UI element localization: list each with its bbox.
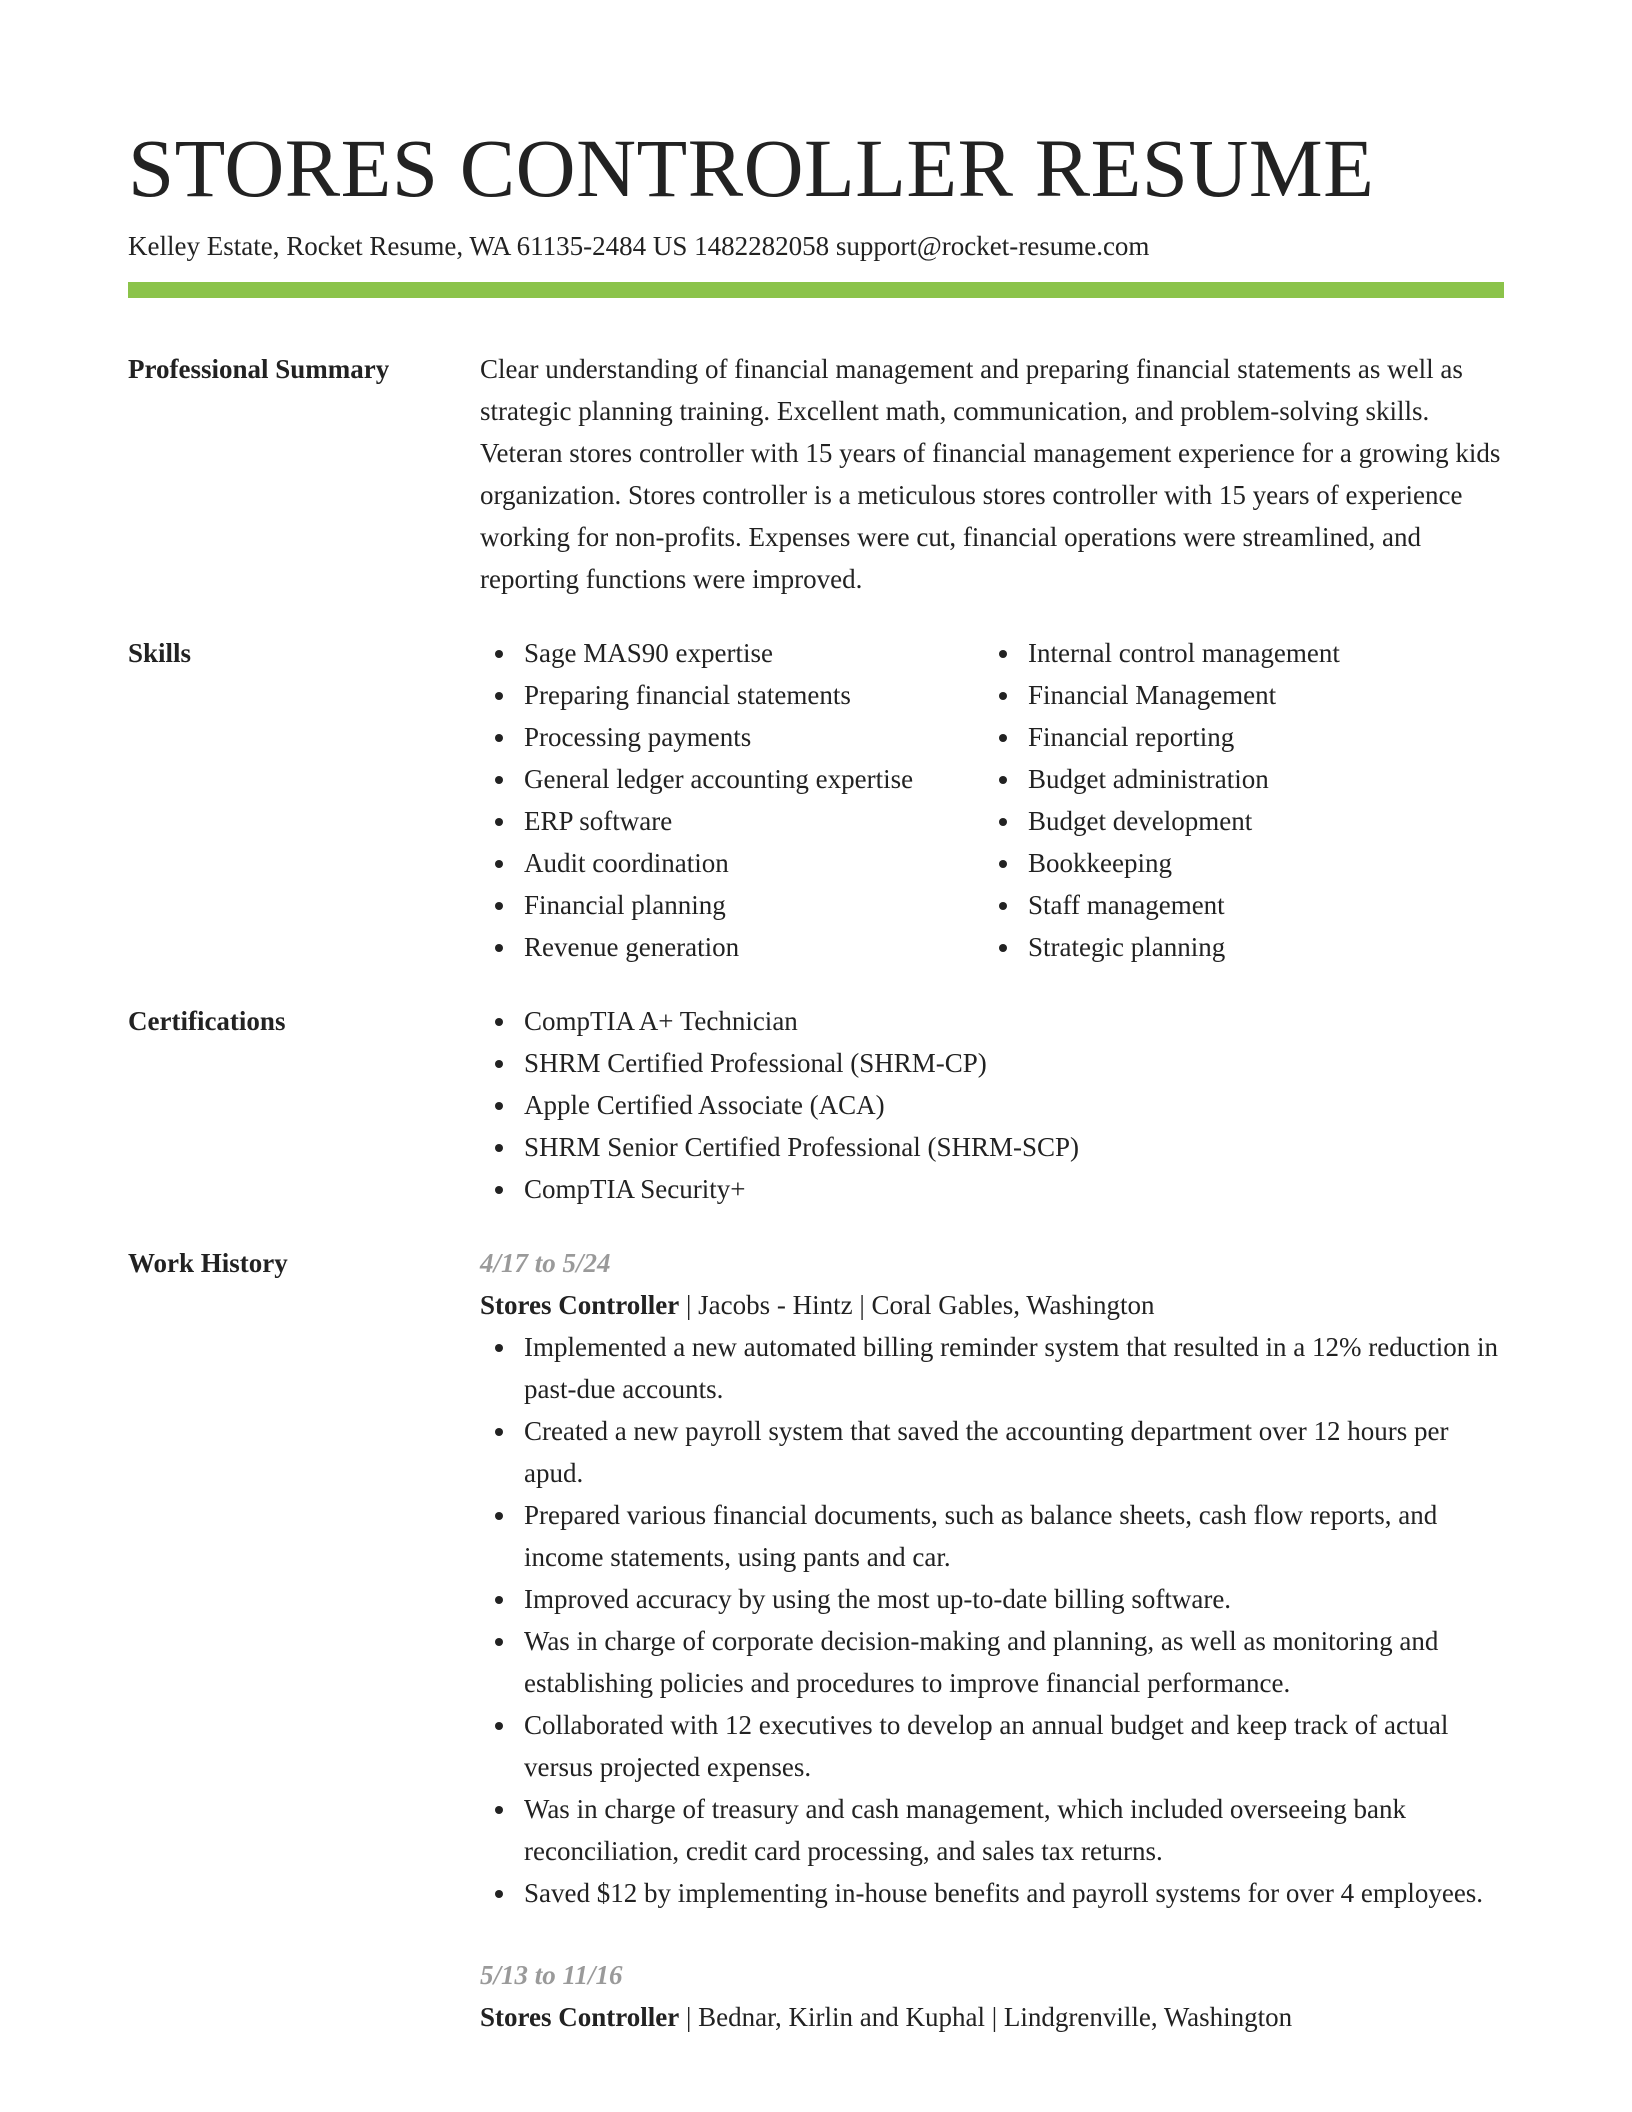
job-bullet: Prepared various financial documents, such as balance sheets, cash flow reports, and income statements, using pants and car.	[480, 1494, 1504, 1578]
job-entry	[480, 1242, 1504, 1914]
job-bullet: Created a new payroll system that saved the accounting department over 12 hours per apud.	[480, 1410, 1504, 1494]
job-details: | Jacobs - Hintz | Coral Gables, Washington	[679, 1290, 1155, 1320]
job-bullet: Saved $12 by implementing in-house benefits and payroll systems for over 4 employees.	[480, 1872, 1504, 1914]
job-dates: 5/13 to 11/16	[480, 1960, 623, 1990]
skills-list-left	[480, 632, 984, 968]
summary-text: Clear understanding of financial management and preparing financial statements as well as strategic planning training. Excellent math, communication, and problem-solving skills. Veteran stores controller with 15 years of financial management experience for a growing kids organization. Stores controller is a meticulous stores controller with 15 years of experience working for non-profits. Expenses were cut, financial operations were streamlined, and reporting functions were improved.	[480, 354, 1501, 594]
skill-item: ERP software	[480, 800, 984, 842]
job-dates: 4/17 to 5/24	[480, 1248, 611, 1278]
skill-item: Staff management	[984, 884, 1488, 926]
certifications-label: Certifications	[128, 1006, 286, 1036]
job-title: Stores Controller	[480, 1290, 680, 1320]
job-bullet: Was in charge of treasury and cash management, which included overseeing bank reconciliation, credit card processing, and sales tax returns.	[480, 1788, 1504, 1872]
skill-item: Processing payments	[480, 716, 984, 758]
work-history-label: Work History	[128, 1248, 288, 1278]
job-title: Stores Controller	[480, 2002, 680, 2032]
job-heading	[480, 1996, 1504, 2038]
work-history-body	[480, 1242, 1504, 2038]
skill-item: General ledger accounting expertise	[480, 758, 984, 800]
job-entry	[480, 1954, 1504, 2038]
certification-item: CompTIA A+ Technician	[480, 1000, 1504, 1042]
summary-label: Professional Summary	[128, 354, 390, 384]
skill-item: Bookkeeping	[984, 842, 1488, 884]
skill-item: Preparing financial statements	[480, 674, 984, 716]
skill-item: Internal control management	[984, 632, 1488, 674]
certification-item: Apple Certified Associate (ACA)	[480, 1084, 1504, 1126]
certifications-list	[480, 1000, 1504, 1210]
skills-label: Skills	[128, 638, 192, 668]
certifications-body	[480, 1000, 1504, 1210]
job-details: | Bednar, Kirlin and Kuphal | Lindgrenville, Washington	[679, 2002, 1293, 2032]
certification-item: CompTIA Security+	[480, 1168, 1504, 1210]
certifications-section	[128, 1000, 1504, 1210]
certification-item: SHRM Senior Certified Professional (SHRM-SCP)	[480, 1126, 1504, 1168]
resume-title: STORES CONTROLLER RESUME	[128, 122, 1375, 214]
skill-item: Financial reporting	[984, 716, 1488, 758]
skill-item: Financial Management	[984, 674, 1488, 716]
contact-line: Kelley Estate, Rocket Resume, WA 61135-2484 US 1482282058 support@rocket-resume.com	[128, 231, 1150, 261]
job-bullet: Improved accuracy by using the most up-to-date billing software.	[480, 1578, 1504, 1620]
certification-item: SHRM Certified Professional (SHRM-CP)	[480, 1042, 1504, 1084]
skill-item: Budget development	[984, 800, 1488, 842]
summary-section	[128, 348, 1504, 600]
skill-item: Strategic planning	[984, 926, 1488, 968]
job-bullet: Collaborated with 12 executives to develop an annual budget and keep track of actual versus projected expenses.	[480, 1704, 1504, 1788]
job-bullet: Was in charge of corporate decision-making and planning, as well as monitoring and establishing policies and procedures to improve financial performance.	[480, 1620, 1504, 1704]
job-heading	[480, 1284, 1504, 1326]
skill-item: Audit coordination	[480, 842, 984, 884]
job-bullet: Implemented a new automated billing reminder system that resulted in a 12% reduction in past-due accounts.	[480, 1326, 1504, 1410]
skill-item: Budget administration	[984, 758, 1488, 800]
header-divider	[128, 282, 1504, 298]
skill-item: Revenue generation	[480, 926, 984, 968]
skills-columns	[480, 632, 1504, 968]
resume-page	[128, 120, 1504, 2038]
skills-section	[128, 632, 1504, 968]
skills-list-right	[984, 632, 1488, 968]
skill-item: Financial planning	[480, 884, 984, 926]
job-bullets	[480, 1326, 1504, 1914]
skill-item: Sage MAS90 expertise	[480, 632, 984, 674]
work-history-section	[128, 1242, 1504, 2038]
